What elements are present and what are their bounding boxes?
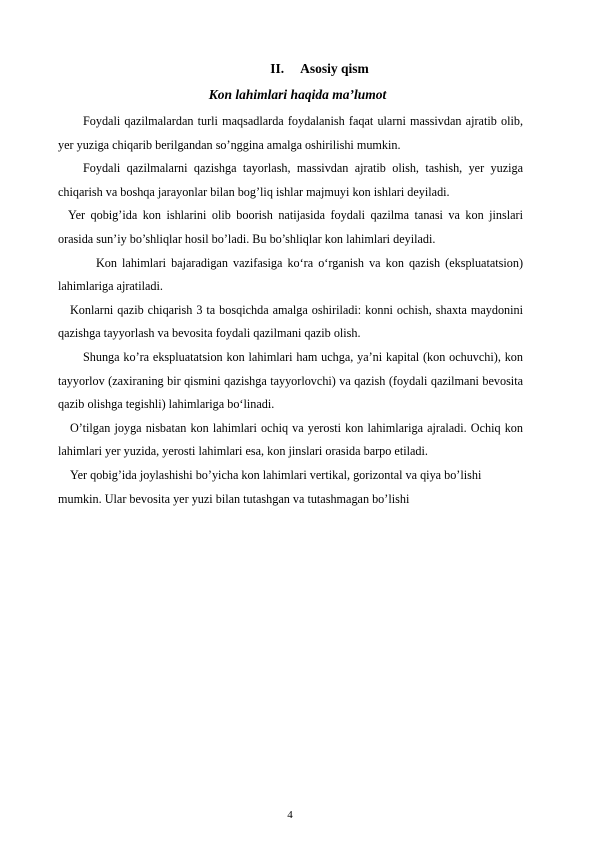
section-number: II. xyxy=(270,61,285,76)
paragraph: Yer qobig’ida joylashishi bo’yicha kon lahimlari vertikal, gorizontal va qiya bo’lishi mumkin. Ular bevosita yer yuzi bilan tutashgan va tutashmagan bo’lishi xyxy=(58,467,482,506)
page-number: 4 xyxy=(287,809,293,821)
paragraph: Foydali qazilmalardan turli maqsadlarda foydalanish faqat ularni massivdan ajratib olib, yer yuziga chiqarib berilgandan so’nggina amalga oshirilishi mumkin. xyxy=(58,114,523,152)
paragraph: Shunga ko’ra ekspluatatsion kon lahimlari ham uchga, ya’ni kapital (kon ochuvchi), kon tayyorlov (zaxiraning bir qismini qazishga tayyorlovchi) va qazish (foydali qazilmani bevosita qazib olishga tegishli) lahimlariga bo‘linadi. xyxy=(58,349,523,412)
paragraph: O’tilgan joyga nisbatan kon lahimlari ochiq va yerosti kon lahimlariga ajraladi. Ochiq kon lahimlari yer yuzida, yerosti lahimlari esa, kon jinslari orasida barpo etiladi. xyxy=(58,420,523,459)
body-text xyxy=(58,110,523,511)
subsection-title: Kon lahimlari haqida ma’lumot xyxy=(208,87,387,102)
section-heading xyxy=(0,60,595,78)
paragraph: Konlarni qazib chiqarish 3 ta bosqichda amalga oshiriladi: konni ochish, shaxta maydonini qazishga tayyorlash va bevosita foydali qazilmani qazib olish. xyxy=(58,302,523,341)
paragraph: Kon lahimlari bajaradigan vazifasiga ko‘ra o‘rganish va kon qazish (ekspluatatsion) lahimlariga ajratiladi. xyxy=(58,255,523,294)
section-title: Asosiy qism xyxy=(300,61,369,76)
paragraph: Yer qobig’ida kon ishlarini olib boorish natijasida foydali qazilma tanasi va kon jinslari orasida sun’iy bo’shliqlar hosil bo’ladi. Bu bo’shliqlar kon lahimlari deyiladi. xyxy=(58,208,523,246)
paragraph: Foydali qazilmalarni qazishga tayorlash, massivdan ajratib olish, tashish, yer yuziga chiqarish va boshqa jarayonlar bilan bog’liq ishlar majmuyi kon ishlari deyiladi. xyxy=(58,161,523,199)
